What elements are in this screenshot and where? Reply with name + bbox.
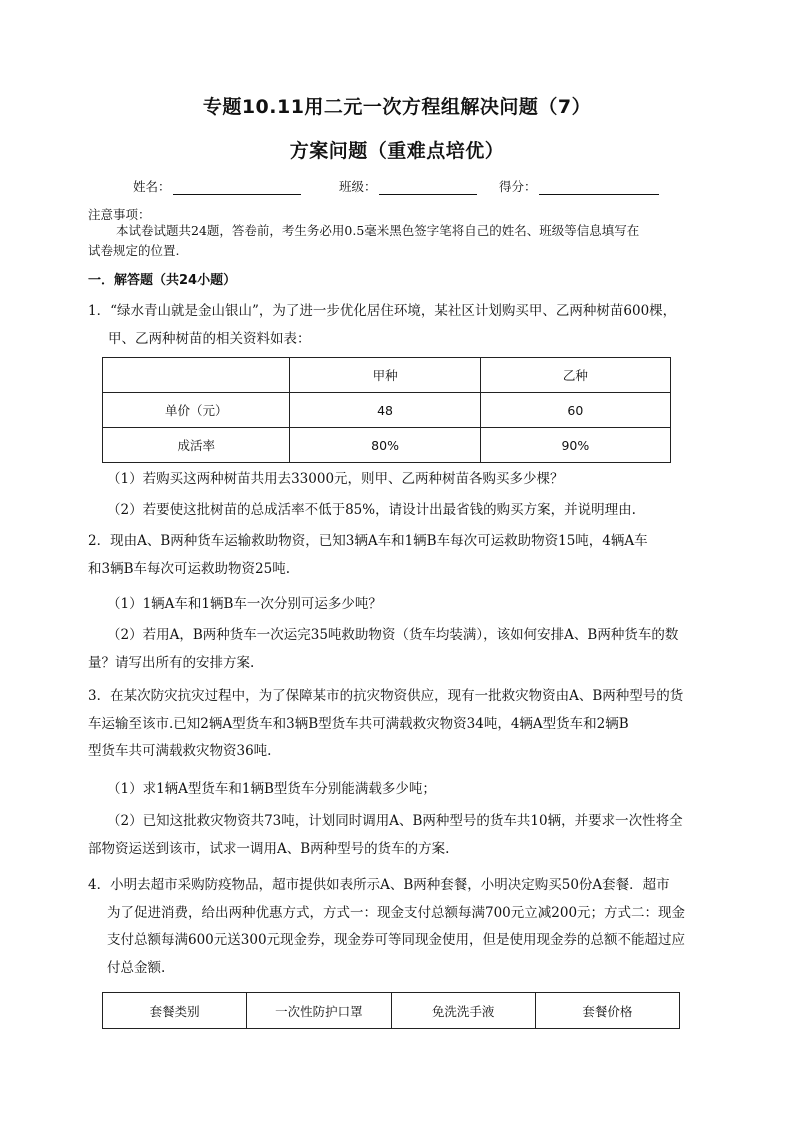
q4-package-table <box>102 992 680 1029</box>
class-field[interactable] <box>339 177 477 195</box>
table-header-cell: 套餐类别 <box>103 993 247 1029</box>
table-header-row <box>103 358 671 393</box>
name-label: 姓名： <box>133 179 171 194</box>
notice-label: 注意事项： <box>88 207 151 222</box>
question-1 <box>88 298 708 353</box>
q1-sub-2: （2）若要使这批树苗的总成活率不低于85%，请设计出最省钱的购买方案，并说明理由. <box>107 502 636 518</box>
q2-sub-2 <box>88 622 707 677</box>
q3-sub-1: （1）求1辆A型货车和1辆B型货车分别能满载多少吨； <box>107 781 436 797</box>
class-label: 班级： <box>339 179 377 194</box>
q1-data-table <box>102 357 671 463</box>
q4-line-2: 为了促进消费，给出两种优惠方式，方式一：现金支付总额每满700元立减200元；方式二：现金 <box>107 904 686 921</box>
table-cell: 48 <box>290 393 480 428</box>
q1-line-1: 1．“绿水青山就是金山银山”，为了进一步优化居住环境，某社区计划购买甲、乙两种树苗600棵， <box>88 303 677 319</box>
name-blank-line[interactable] <box>173 180 301 195</box>
q2-sub-2-line-1: （2）若用A，B两种货车一次运完35吨救助物资（货车均装满），该如何安排A、B两种货车的数 <box>107 627 679 643</box>
q4-line-1: 4．小明去超市采购防疫物品，超市提供如表所示A、B两种套餐，小明决定购买50份A套餐．超市 <box>88 877 670 893</box>
q1-line-2: 甲、乙两种树苗的相关资料如表： <box>108 330 311 347</box>
notice-line-1: 本试卷试题共24题，答卷前，考生务必用0.5毫米黑色签字笔将自己的姓名、班级等信息填写在 <box>116 223 640 238</box>
table-cell: 80% <box>290 428 480 463</box>
page-subtitle: 方案问题（重难点培优） <box>289 140 505 162</box>
q2-sub-1: （1）1辆A车和1辆B车一次分别可运多少吨？ <box>107 596 382 612</box>
class-blank-line[interactable] <box>379 180 477 195</box>
question-3 <box>88 683 708 766</box>
table-header-cell: 乙种 <box>480 358 670 393</box>
page-title: 专题10.11用二元一次方程组解决问题（7） <box>202 96 592 118</box>
table-cell: 单价（元） <box>103 393 290 428</box>
q3-sub-2-line-1: （2）已知这批救灾物资共73吨，计划同时调用A、B两种型号的货车共10辆，并要求一次性将全 <box>107 813 683 829</box>
table-header-cell <box>103 358 290 393</box>
q4-line-4: 付总金额. <box>107 959 166 976</box>
table-cell: 60 <box>480 393 670 428</box>
score-label: 得分： <box>499 179 537 194</box>
notice-text <box>88 221 708 261</box>
name-field[interactable] <box>133 177 301 195</box>
table-header-row <box>103 993 680 1029</box>
table-header-cell: 免洗洗手液 <box>391 993 535 1029</box>
section-heading: 一．解答题（共24小题） <box>88 273 237 288</box>
q3-line-1: 3．在某次防灾抗灾过程中，为了保障某市的抗灾物资供应，现有一批救灾物资由A、B两种型号的货 <box>88 688 684 704</box>
table-cell: 90% <box>480 428 670 463</box>
q2-sub-2-line-2: 量？请写出所有的安排方案. <box>88 654 255 671</box>
table-row <box>103 393 671 428</box>
table-header-cell: 甲种 <box>290 358 480 393</box>
score-blank-line[interactable] <box>539 180 659 195</box>
table-cell: 成活率 <box>103 428 290 463</box>
student-info-row <box>133 177 693 197</box>
notice-line-2: 试卷规定的位置. <box>88 243 180 258</box>
q3-sub-2-line-2: 部物资运送到该市，试求一调用A、B两种型号的货车的方案. <box>88 840 450 857</box>
q2-line-2: 和3辆B车每次可运救助物资25吨. <box>88 560 290 577</box>
q3-sub-2 <box>88 808 707 863</box>
question-4 <box>88 872 708 982</box>
question-2 <box>88 528 708 583</box>
q2-line-1: 2．现由A、B两种货车运输救助物资，已知3辆A车和1辆B车每次可运救助物资15吨，4辆A车 <box>88 533 648 549</box>
q1-sub-1: （1）若购买这两种树苗共用去33000元，则甲、乙两种树苗各购买多少棵？ <box>107 471 564 487</box>
q3-line-2: 车运输至该市.已知2辆A型货车和3辆B型货车共可满载救灾物资34吨，4辆A型货车和2辆B <box>88 715 629 732</box>
table-header-cell: 一次性防护口罩 <box>247 993 391 1029</box>
score-field[interactable] <box>499 177 659 195</box>
table-row <box>103 428 671 463</box>
q4-line-3: 支付总额每满600元送300元现金券，现金券可等同现金使用，但是使用现金券的总额不能超过应 <box>107 932 686 948</box>
q3-line-3: 型货车共可满载救灾物资36吨. <box>88 743 272 759</box>
table-header-cell: 套餐价格 <box>535 993 679 1029</box>
